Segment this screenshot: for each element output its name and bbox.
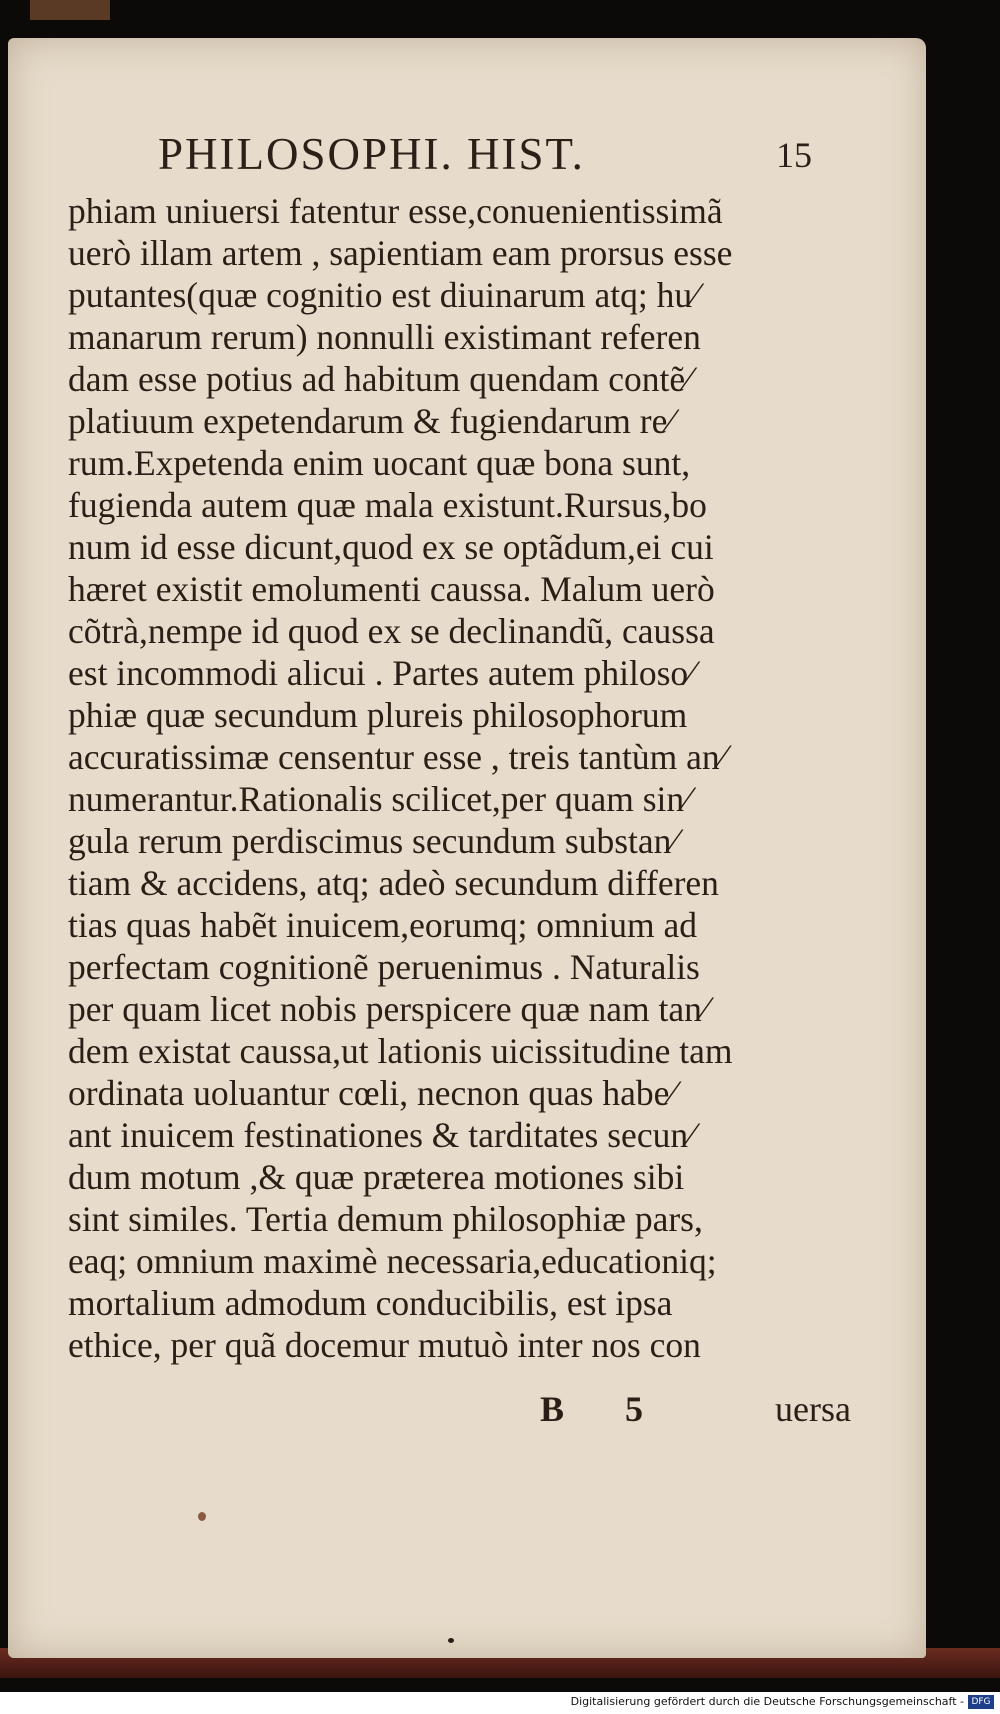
binding-edge — [30, 0, 110, 20]
text-line: per quam licet nobis perspicere quæ nam tan⁄ — [68, 989, 708, 1029]
running-head — [150, 128, 830, 178]
text-line: phiæ quæ secundum plureis philosophorum — [68, 695, 688, 735]
running-title: PHILOSOPHI. HIST. — [158, 129, 585, 179]
catchword: uersa — [775, 1389, 851, 1429]
text-line: accuratissimæ censentur esse , treis tantùm an⁄ — [68, 737, 726, 777]
dfg-logo: DFG — [968, 1695, 994, 1709]
paper-stain — [198, 1512, 206, 1521]
paper-stain — [448, 1638, 454, 1643]
signature-mark: B 5 — [540, 1389, 670, 1429]
text-line: numerantur.Rationalis scilicet,per quam sin⁄ — [68, 779, 691, 819]
text-line: rum.Expetenda enim uocant quæ bona sunt, — [68, 443, 691, 483]
text-line: ant inuicem festinationes & tarditates secun⁄ — [68, 1115, 694, 1155]
text-line: eaq; omnium maximè necessaria,educationiq; — [68, 1241, 717, 1281]
text-line: cõtrà,nempe id quod ex se declinandũ, caussa — [68, 611, 715, 651]
text-line: manarum rerum) nonnulli existimant referen — [68, 317, 701, 357]
footer-credit: Digitalisierung gefördert durch die Deutsche Forschungsgemeinschaft - — [570, 1695, 964, 1708]
text-line: tiam & accidens, atq; adeò secundum differen — [68, 863, 719, 903]
text-line: tias quas habẽt inuicem,eorumq; omnium ad — [68, 905, 697, 945]
text-line: phiam uniuersi fatentur esse,conuenientissimã — [68, 191, 723, 231]
text-line: num id esse dicunt,quod ex se optãdum,ei cui — [68, 527, 714, 567]
text-line: fugienda autem quæ mala existunt.Rursus,bo — [68, 485, 707, 525]
digitization-footer — [0, 1692, 1000, 1714]
text-line: dem existat caussa,ut lationis uicissitudine tam — [68, 1031, 733, 1071]
text-line: gula rerum perdiscimus secundum substan⁄ — [68, 821, 678, 861]
text-line: ethice, per quã docemur mutuò inter nos con — [68, 1325, 701, 1365]
text-line: dam esse potius ad habitum quendam contẽ⁄ — [68, 359, 692, 399]
text-line: sint similes. Tertia demum philosophiæ pars, — [68, 1199, 703, 1239]
text-line: est incommodi alicui . Partes autem philoso⁄ — [68, 653, 695, 693]
text-line: uerò illam artem , sapientiam eam prorsus esse — [68, 233, 733, 273]
text-line: hæret existit emolumenti caussa. Malum uerò — [68, 569, 715, 609]
page-number: 15 — [776, 135, 812, 175]
text-line: putantes(quæ cognitio est diuinarum atq; hu⁄ — [68, 275, 699, 315]
text-line: mortalium admodum conducibilis, est ipsa — [68, 1283, 673, 1323]
text-line: platiuum expetendarum & fugiendarum re⁄ — [68, 401, 674, 441]
text-line: ordinata uoluantur cœli, necnon quas habe⁄ — [68, 1073, 676, 1113]
text-line: perfectam cognitionẽ peruenimus . Naturalis — [68, 947, 700, 987]
text-line: dum motum ,& quæ præterea motiones sibi — [68, 1157, 685, 1197]
body-text — [68, 190, 858, 1366]
